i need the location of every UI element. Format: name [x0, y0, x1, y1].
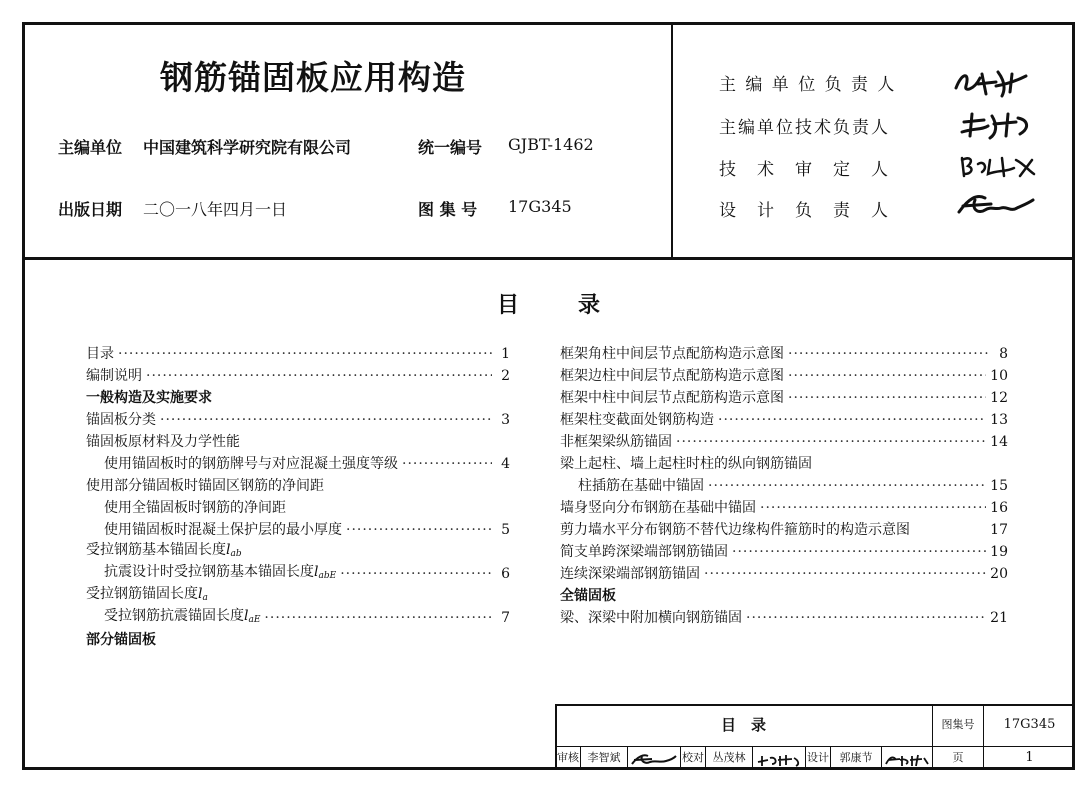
- toc-item-seismic-length[interactable]: 受拉钢筋抗震锚固长度$l_{aE}$ ····· 7: [104, 607, 510, 629]
- header-divider: [671, 22, 673, 259]
- responsible-label-1: 主 编 单 位 负 责 人: [719, 75, 897, 95]
- signature-4: [955, 190, 1037, 218]
- toc-item-column-on-beam[interactable]: 梁上起柱、墙上起柱时柱的纵向钢筋锚固: [560, 456, 812, 472]
- toc-item-compilation-notes[interactable]: 编制说明 ····· 2: [86, 365, 510, 387]
- toc-item-non-frame-beam[interactable]: 非框架梁纵筋锚固 ····· 14: [560, 431, 1008, 453]
- design-signature: [884, 750, 930, 768]
- toc-item-contents[interactable]: 目录 ····· 1: [86, 343, 510, 365]
- responsible-label-3: 技 术 审 定 人: [719, 160, 890, 180]
- toc-item-simple-deep-beam[interactable]: 简支单跨深梁端部钢筋锚固 ····· 19: [560, 541, 1008, 563]
- toc-item-transverse[interactable]: 梁、深梁中附加横向钢筋锚固 ····· 21: [560, 607, 1008, 629]
- toc-item-cover[interactable]: 使用锚固板时混凝土保护层的最小厚度 ····· 5: [104, 519, 510, 541]
- responsible-label-4: 设 计 负 责 人: [719, 201, 890, 221]
- review-name: 李智斌: [587, 751, 621, 764]
- publish-date-value: 二〇一八年四月一日: [143, 200, 288, 219]
- toc-item-classification[interactable]: 锚固板分类 ····· 3: [86, 409, 510, 431]
- toc-item-materials[interactable]: 锚固板原材料及力学性能: [86, 434, 240, 450]
- design-label: 设计: [807, 751, 829, 764]
- toc-left-column: [86, 343, 510, 663]
- signature-2: [958, 108, 1038, 142]
- contents-heading-left: 目: [497, 292, 520, 318]
- signature-3: [958, 150, 1038, 180]
- title-block-mid-line: [555, 746, 1075, 747]
- toc-item-middle-column[interactable]: 框架中柱中间层节点配筋构造示意图 ····· 12: [560, 387, 1008, 409]
- toc-item-full-spacing[interactable]: 使用全锚固板时钢筋的净间距: [104, 500, 286, 516]
- toc-item-variable-section[interactable]: 框架柱变截面处钢筋构造 ····· 13: [560, 409, 1008, 431]
- toc-section-full[interactable]: 全锚固板: [560, 588, 616, 604]
- unified-no-value: GJBT-1462: [508, 135, 594, 154]
- unified-no-label: 统一编号: [418, 138, 483, 157]
- toc-item-length[interactable]: 受拉钢筋锚固长度$l_a$: [86, 586, 208, 603]
- page-title: 钢筋锚固板应用构造: [160, 58, 466, 97]
- editor-unit-label: 主编单位: [58, 138, 123, 157]
- review-signature: [630, 750, 678, 768]
- toc-item-continuous-deep-beam[interactable]: 连续深梁端部钢筋锚固 ····· 20: [560, 563, 1008, 585]
- toc-section-partial[interactable]: 部分锚固板: [86, 632, 156, 648]
- toc-item-side-column[interactable]: 框架边柱中间层节点配筋构造示意图 ····· 10: [560, 365, 1008, 387]
- atlas-no-label: 图 集 号: [418, 200, 478, 219]
- contents-heading-right: 录: [578, 292, 601, 318]
- check-label: 校对: [682, 751, 704, 764]
- header-bottom-line: [22, 257, 1075, 260]
- toc-item-basic-length[interactable]: 受拉钢筋基本锚固长度$l_{ab}$: [86, 542, 242, 559]
- atlas-no-value: 17G345: [508, 197, 572, 216]
- title-block-page-value: 1: [1025, 750, 1034, 765]
- title-block-atlas-value: 17G345: [1003, 717, 1056, 732]
- design-name: 郭康节: [839, 751, 873, 764]
- toc-item-grade[interactable]: 使用锚固板时的钢筋牌号与对应混凝土强度等级 ····· 4: [104, 453, 510, 475]
- editor-unit-value: 中国建筑科学研究院有限公司: [143, 138, 352, 157]
- toc-item-corner-column[interactable]: 框架角柱中间层节点配筋构造示意图 ····· 8: [560, 343, 1008, 365]
- publish-date-label: 出版日期: [58, 200, 123, 219]
- check-name: 丛茂林: [712, 751, 746, 764]
- toc-item-partial-spacing[interactable]: 使用部分锚固板时锚固区钢筋的净间距: [86, 478, 324, 494]
- toc-item-wall-vertical[interactable]: 墙身竖向分布钢筋在基础中锚固 ····· 16: [560, 497, 1008, 519]
- toc-right-column: [560, 343, 1008, 633]
- toc-item-shear-wall[interactable]: 剪力墙水平分布钢筋不替代边缘构件箍筋时的构造示意图 17: [560, 522, 1008, 538]
- responsible-label-2: 主编单位技术负责人: [719, 118, 890, 138]
- review-label: 审核: [557, 751, 579, 764]
- title-block-page-label: 页: [952, 751, 964, 764]
- toc-item-dowel[interactable]: 柱插筋在基础中锚固 ····· 15: [578, 475, 1008, 497]
- check-signature: [756, 750, 802, 768]
- toc-section-general[interactable]: 一般构造及实施要求: [86, 390, 212, 406]
- signature-1: [952, 66, 1032, 100]
- toc-item-seismic-basic-length[interactable]: 抗震设计时受拉钢筋基本锚固长度$l_{abE}$ ····· 6: [104, 563, 510, 585]
- title-block-title: 目 录: [720, 716, 766, 734]
- title-block-atlas-label: 图集号: [941, 718, 975, 731]
